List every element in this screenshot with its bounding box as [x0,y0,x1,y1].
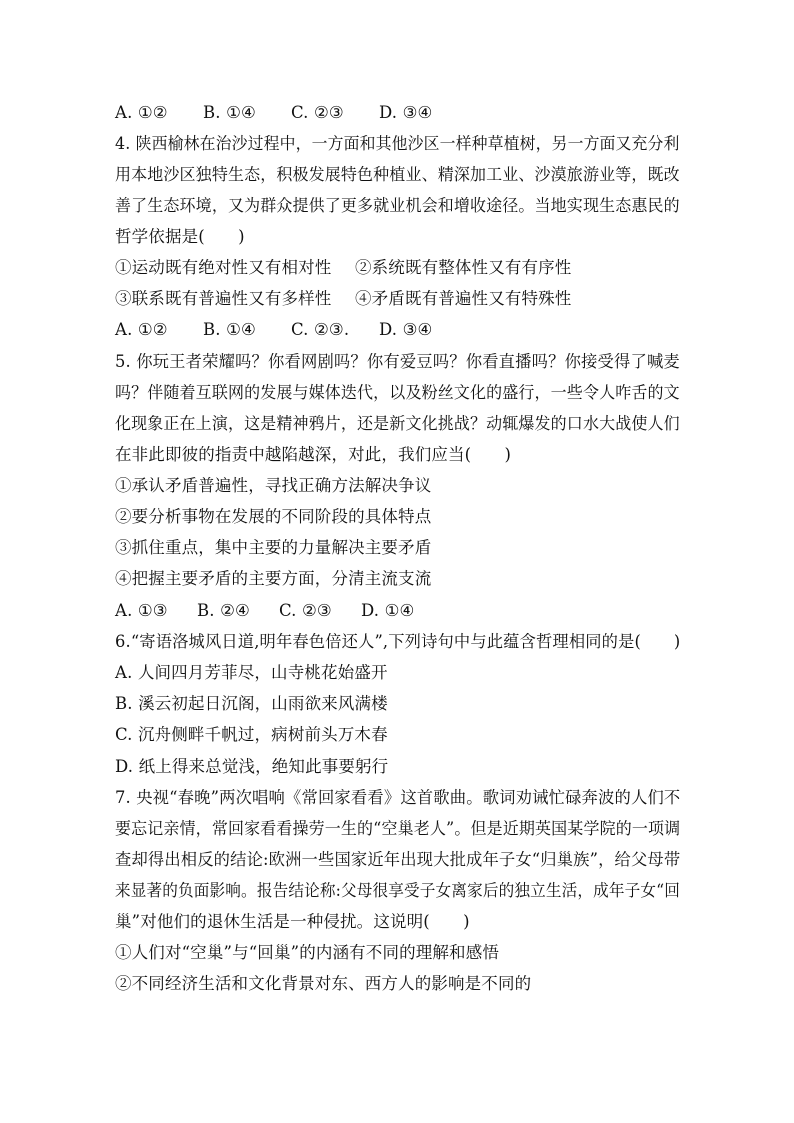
q3-option-c: C. ②③ [291,103,344,122]
q7-statement-2: ②不同经济生活和文化背景对东、西方人的影响是不同的 [115,974,532,993]
q7-stem-line-5: 巢”对他们的退休生活是一种侵扰。这说明( ) [115,912,470,931]
q5-options-row [115,601,414,621]
q3-options-row [115,103,432,123]
q5-statement-2: ②要分析事物在发展的不同阶段的具体特点 [115,507,432,526]
q5-option-c: C. ②③ [279,601,332,620]
q4-statements-row-2 [115,289,571,309]
q4-stem-line-3: 善了生态环境，又为群众提供了更多就业机会和增收途径。当地实现生态惠民的 [115,196,680,215]
q5-option-b: B. ②④ [197,601,250,620]
q7-statement-1: ①人们对“空巢”与“回巢”的内涵有不同的理解和感悟 [115,943,499,962]
q5-option-d: D. ①④ [361,601,415,620]
q5-option-a: A. ①③ [115,601,168,620]
q4-statement-4: ④矛盾既有普遍性又有特殊性 [355,289,572,308]
q6-option-c: C. 沉舟侧畔千帆过，病树前头万木春 [115,725,388,744]
q7-stem-line-2: 要忘记亲情，常回家看看操劳一生的“空巢老人”。但是近期英国某学院的一项调 [115,819,681,838]
q4-stem-line-4: 哲学依据是( ) [115,227,245,246]
q6-option-b: B. 溪云初起日沉阁，山雨欲来风满楼 [115,694,388,713]
q5-statement-3: ③抓住重点，集中主要的力量解决主要矛盾 [115,538,432,557]
q7-stem-line-1: 7. 央视“春晚”两次唱响《常回家看看》这首歌曲。歌词劝诫忙碌奔波的人们不 [115,788,681,807]
q4-option-c: C. ②③. [291,320,350,339]
q6-option-a: A. 人间四月芳菲尽，山寺桃花始盛开 [115,663,388,682]
q4-statement-3: ③联系既有普遍性又有多样性 [115,289,332,308]
q4-statement-1: ①运动既有绝对性又有相对性 [115,258,332,277]
q5-statement-4: ④把握主要矛盾的主要方面，分清主流支流 [115,569,432,588]
q4-options-row [115,320,432,340]
q3-option-b: B. ①④ [203,103,256,122]
q4-option-d: D. ③④ [379,320,433,339]
q4-stem-line-2: 用本地沙区独特生态，积极发展特色种植业、精深加工业、沙漠旅游业等，既改 [115,165,680,184]
q5-statement-1: ①承认矛盾普遍性，寻找正确方法解决争议 [115,476,432,495]
q6-option-d: D. 纸上得来总觉浅，绝知此事要躬行 [115,757,389,776]
q5-stem-line-4: 在非此即彼的指责中越陷越深，对此，我们应当( ) [115,445,512,464]
q4-option-b: B. ①④ [203,320,256,339]
q4-statements-row-1 [115,258,571,278]
q3-option-d: D. ③④ [379,103,433,122]
q4-statement-2: ②系统既有整体性又有有序性 [355,258,572,277]
q7-stem-line-3: 查却得出相反的结论:欧洲一些国家近年出现大批成年子女“归巢族”，给父母带 [115,850,681,869]
q5-stem-line-3: 化现象正在上演，这是精神鸦片，还是新文化挑战？动辄爆发的口水大战使人们 [115,414,680,433]
q3-option-a: A. ①② [115,103,168,122]
q4-stem-line-1: 4. 陕西榆林在治沙过程中，一方面和其他沙区一样种草植树，另一方面又充分利 [115,134,680,153]
q5-stem-line-2: 吗？伴随着互联网的发展与媒体迭代，以及粉丝文化的盛行，一些令人咋舌的文 [115,383,680,402]
q4-option-a: A. ①② [115,320,168,339]
q6-stem: 6.“寄语洛城风日道,明年春色倍还人”,下列诗句中与此蕴含哲理相同的是( ) [115,632,681,651]
q7-stem-line-4: 来显著的负面影响。报告结论称:父母很享受子女离家后的独立生活，成年子女“回 [115,881,681,900]
q5-stem-line-1: 5. 你玩王者荣耀吗？你看网剧吗？你有爱豆吗？你看直播吗？你接受得了喊麦 [115,352,680,371]
